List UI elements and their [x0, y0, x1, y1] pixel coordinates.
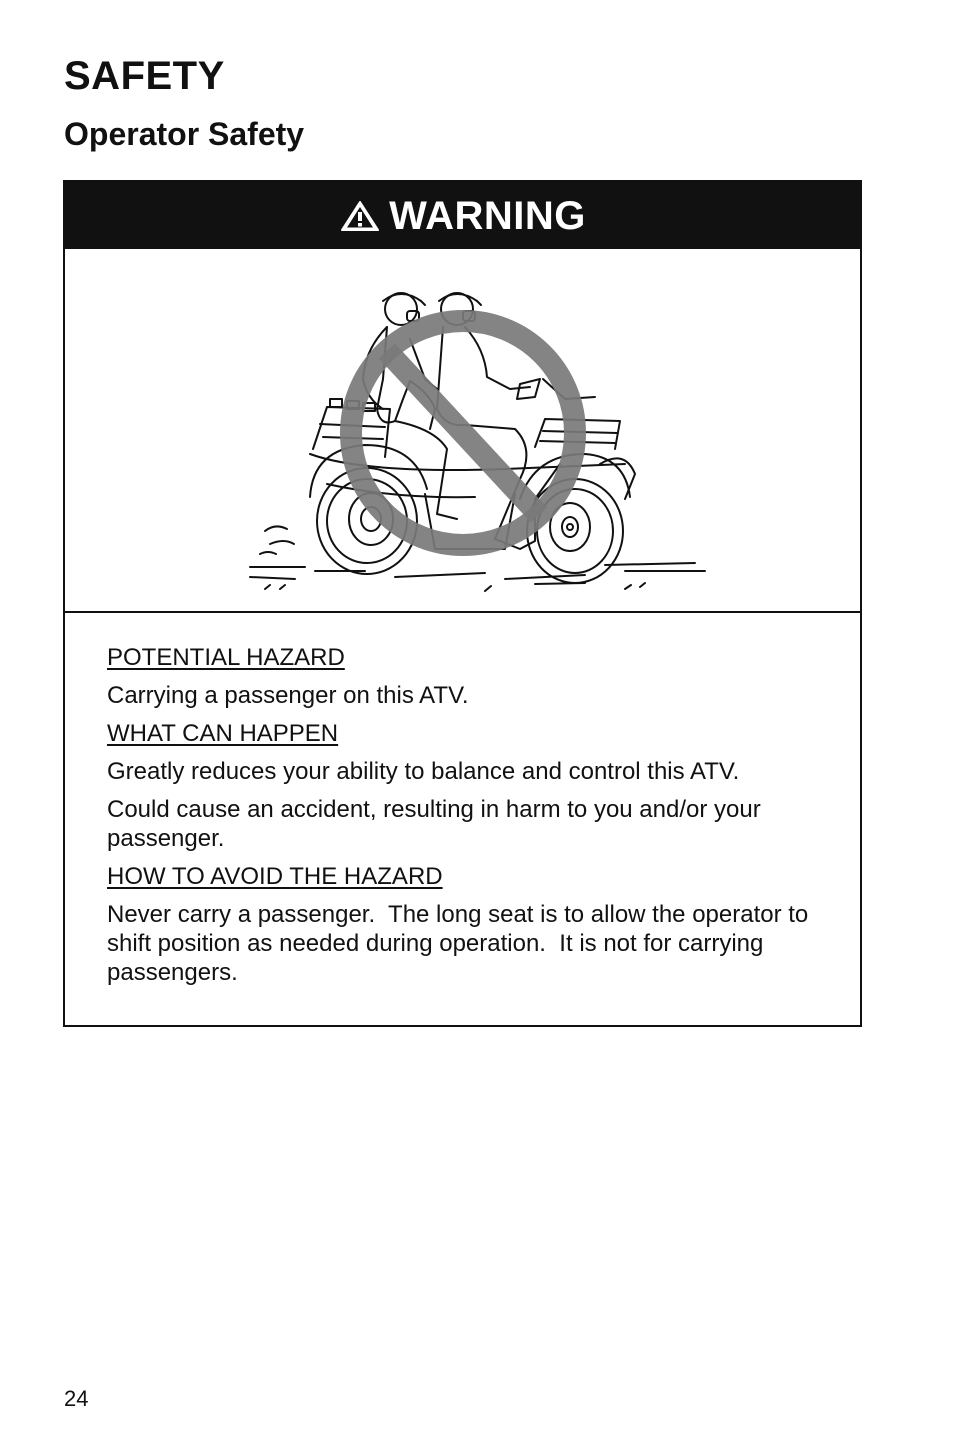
warning-box [63, 180, 862, 1027]
potential-hazard-heading: POTENTIAL HAZARD [107, 644, 345, 671]
warning-triangle-icon [339, 199, 381, 233]
warning-title: WARNING [389, 193, 586, 238]
illustration-panel [65, 249, 860, 613]
subsection-title: Operator Safety [64, 116, 305, 152]
potential-hazard-text: Carrying a passenger on this ATV. [107, 682, 469, 709]
warning-text-panel [65, 613, 860, 987]
page-number: 24 [64, 1386, 89, 1411]
what-can-happen-text-2: Could cause an accident, resulting in harm to you and/or your passenger. [107, 796, 761, 852]
what-can-happen-text-1: Greatly reduces your ability to balance and control this ATV. [107, 758, 740, 785]
how-to-avoid-heading: HOW TO AVOID THE HAZARD [107, 863, 443, 890]
warning-header [65, 182, 860, 249]
prohibition-sign-icon [351, 321, 575, 545]
how-to-avoid-text: Never carry a passenger. The long seat is to allow the operator to shift position as needed during operation. It is not for carrying passengers. [107, 901, 815, 986]
what-can-happen-heading: WHAT CAN HAPPEN [107, 720, 339, 747]
section-title: SAFETY [64, 54, 225, 98]
atv-two-riders-prohibited-illustration [65, 249, 860, 611]
